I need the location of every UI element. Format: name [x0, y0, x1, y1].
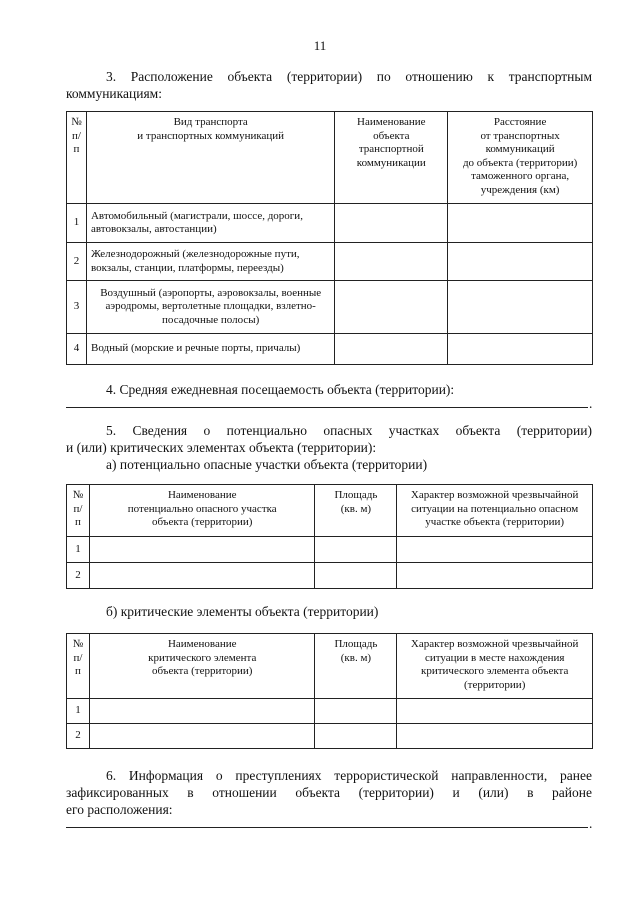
header-num: № п/п: [67, 485, 90, 537]
row-distance-cell[interactable]: [448, 243, 593, 281]
row-num: 1: [67, 699, 90, 724]
row-area-cell[interactable]: [315, 563, 397, 589]
section3-title-line1: 3. Расположение объекта (территории) по отношению к транспортным: [106, 69, 592, 84]
row-area-cell[interactable]: [315, 699, 397, 724]
row-distance-cell[interactable]: [448, 281, 593, 334]
table-row: [67, 334, 593, 365]
row-transport-type: Автомобильный (магистрали, шоссе, дороги, автовокзалы, автостанции): [86, 204, 334, 243]
table-row: [67, 243, 593, 281]
table-row: [67, 724, 593, 749]
header-num: № п/п: [67, 112, 87, 204]
row-character-cell[interactable]: [397, 699, 593, 724]
row-num: 3: [67, 281, 87, 334]
transport-table: [66, 111, 593, 365]
row-character-cell[interactable]: [397, 724, 593, 749]
row-name-cell[interactable]: [89, 724, 315, 749]
section5-sub-a: а) потенциально опасные участки объекта (территории): [106, 457, 428, 472]
row-area-cell[interactable]: [315, 537, 397, 563]
section5-line1: 5. Сведения о потенциально опасных участках объекта (территории): [106, 423, 592, 438]
table-row: [67, 537, 593, 563]
header-num: № п/п: [67, 634, 90, 699]
section6-line3: его расположения:: [66, 802, 173, 817]
row-num: 2: [67, 563, 90, 589]
hazard-areas-table: [66, 484, 593, 589]
row-name-cell[interactable]: [335, 243, 448, 281]
header-emergency-character: Характер возможной чрезвычайной ситуации на потенциально опасном участке объекта (территории): [397, 485, 593, 537]
critical-table-header: [67, 634, 593, 699]
header-transport-name: Наименование объекта транспортной коммуникации: [335, 112, 448, 204]
row-transport-type: Воздушный (аэропорты, аэровокзалы, военные аэродромы, вертолетные площадки, взлетно- посадочные полосы): [86, 281, 334, 334]
attendance-input-line[interactable]: [66, 407, 588, 408]
transport-table-header: [67, 112, 593, 204]
row-distance-cell[interactable]: [448, 334, 593, 365]
table-row: [67, 563, 593, 589]
row-num: 1: [67, 537, 90, 563]
header-area-size: Площадь (кв. м): [315, 485, 397, 537]
section6-line1: 6. Информация о преступлениях террористической направленности, ранее: [106, 768, 592, 783]
row-num: 2: [67, 724, 90, 749]
row-area-cell[interactable]: [315, 724, 397, 749]
page-number: 11: [313, 38, 327, 53]
section4-text: 4. Средняя ежедневная посещаемость объекта (территории):: [106, 382, 455, 397]
row-num: 2: [67, 243, 87, 281]
section4-line-end: .: [589, 396, 593, 411]
hazard-table-header: [67, 485, 593, 537]
row-num: 1: [67, 204, 87, 243]
table-row: [67, 204, 593, 243]
header-emergency-character: Характер возможной чрезвычайной ситуации в месте нахождения критического элемента объекта (территории): [397, 634, 593, 699]
table-row: [67, 699, 593, 724]
table-row: [67, 281, 593, 334]
row-character-cell[interactable]: [397, 563, 593, 589]
row-name-cell[interactable]: [335, 204, 448, 243]
header-area-size: Площадь (кв. м): [315, 634, 397, 699]
critical-elements-table: [66, 633, 593, 749]
section5-line2: и (или) критических элементах объекта (территории):: [66, 440, 377, 455]
section6-line2: зафиксированных в отношении объекта (территории) и (или) в районе: [66, 785, 592, 800]
section6-line-end: .: [589, 816, 593, 831]
row-name-cell[interactable]: [89, 563, 315, 589]
section5-sub-b: б) критические элементы объекта (территории): [106, 604, 379, 619]
row-transport-type: Водный (морские и речные порты, причалы): [86, 334, 334, 365]
header-transport-type: Вид транспорта и транспортных коммуникаций: [86, 112, 334, 204]
row-name-cell[interactable]: [335, 334, 448, 365]
crime-info-input-line[interactable]: [66, 827, 588, 828]
row-transport-type: Железнодорожный (железнодорожные пути, вокзалы, станции, платформы, переезды): [86, 243, 334, 281]
header-area-name: Наименование потенциально опасного участка объекта (территории): [89, 485, 315, 537]
header-element-name: Наименование критического элемента объекта (территории): [89, 634, 315, 699]
row-name-cell[interactable]: [335, 281, 448, 334]
row-num: 4: [67, 334, 87, 365]
row-name-cell[interactable]: [89, 699, 315, 724]
header-distance: Расстояние от транспортных коммуникаций до объекта (территории) таможенного органа, учреждения (км): [448, 112, 593, 204]
section3-title-line2: коммуникациям:: [66, 86, 162, 101]
row-distance-cell[interactable]: [448, 204, 593, 243]
row-name-cell[interactable]: [89, 537, 315, 563]
row-character-cell[interactable]: [397, 537, 593, 563]
